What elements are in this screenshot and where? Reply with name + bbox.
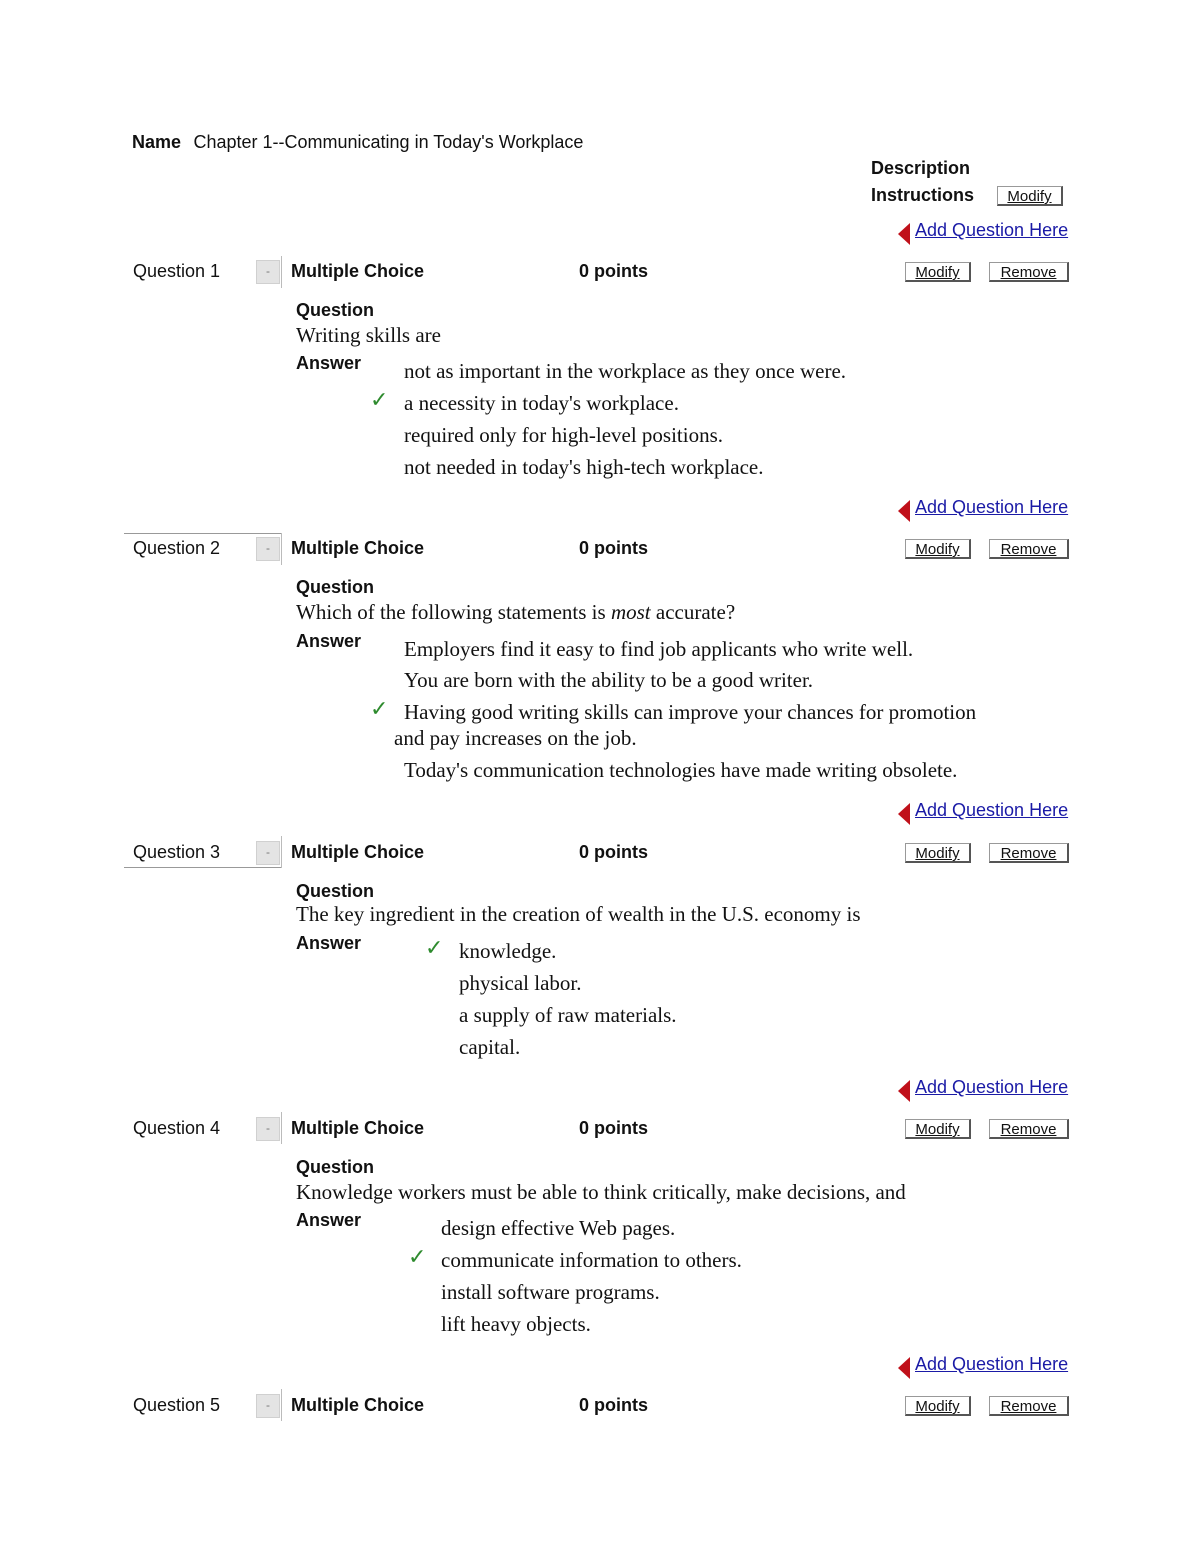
divider	[281, 836, 282, 868]
answer-option: required only for high-level positions.	[404, 423, 724, 447]
question-type: Multiple Choice	[291, 261, 425, 281]
collapse-toggle-button[interactable]: -	[256, 1117, 280, 1141]
answer-option: a supply of raw materials.	[459, 1003, 677, 1027]
collapse-toggle-button[interactable]: -	[256, 841, 280, 865]
modify-button[interactable]	[905, 1396, 971, 1416]
answer-option: physical labor.	[459, 971, 582, 995]
modify-button[interactable]	[905, 539, 971, 559]
question-text: Knowledge workers must be able to think critically, make decisions, and	[296, 1180, 906, 1204]
remove-button[interactable]	[989, 843, 1069, 863]
question-number: Question 3	[133, 842, 221, 862]
modify-label: Modify	[915, 264, 960, 281]
question-divider	[124, 533, 282, 534]
remove-label: Remove	[1000, 1398, 1057, 1415]
modify-button[interactable]	[905, 843, 971, 863]
question-points: 0 points	[579, 538, 649, 558]
question-points: 0 points	[579, 1395, 649, 1415]
question-points: 0 points	[579, 842, 649, 862]
collapse-toggle-button[interactable]: -	[256, 260, 280, 284]
answer-heading: Answer	[296, 1210, 362, 1230]
question-number: Question 4	[133, 1118, 221, 1138]
question-points: 0 points	[579, 261, 649, 281]
remove-button[interactable]	[989, 539, 1069, 559]
add-question-link[interactable]: Add Question Here	[915, 800, 1069, 820]
answer-option: Today's communication technologies have made writing obsolete.	[404, 758, 958, 782]
divider	[281, 1112, 282, 1144]
question-number: Question 5	[133, 1395, 221, 1415]
answer-option-correct: Having good writing skills can improve your chances for promotion	[404, 700, 977, 724]
answer-option-correct: communicate information to others.	[441, 1248, 742, 1272]
question-text-part: accurate?	[650, 600, 736, 624]
answer-heading: Answer	[296, 631, 362, 651]
remove-label: Remove	[1000, 264, 1057, 281]
modify-button[interactable]	[905, 1119, 971, 1139]
name-label: Name	[132, 132, 182, 152]
modify-label: Modify	[915, 845, 960, 862]
add-question-arrow-icon	[898, 1080, 910, 1102]
check-icon: ✓	[370, 388, 389, 413]
test-name-row	[132, 132, 583, 153]
instructions-label: Instructions	[871, 185, 975, 205]
add-question-link[interactable]: Add Question Here	[915, 1077, 1069, 1097]
add-question-arrow-icon	[898, 500, 910, 522]
modify-label: Modify	[915, 1121, 960, 1138]
question-heading: Question	[296, 300, 375, 320]
divider	[281, 256, 282, 288]
answer-option: lift heavy objects.	[441, 1312, 591, 1336]
check-icon: ✓	[370, 697, 389, 722]
add-question-arrow-icon	[898, 1357, 910, 1379]
answer-option: capital.	[459, 1035, 521, 1059]
add-question-arrow-icon	[898, 223, 910, 245]
modify-instructions-button[interactable]	[997, 186, 1063, 206]
question-points: 0 points	[579, 1118, 649, 1138]
question-heading: Question	[296, 881, 375, 901]
remove-button[interactable]	[989, 1119, 1069, 1139]
question-divider	[124, 867, 282, 868]
question-type: Multiple Choice	[291, 1395, 425, 1415]
modify-button[interactable]	[905, 262, 971, 282]
add-question-link[interactable]: Add Question Here	[915, 497, 1069, 517]
remove-label: Remove	[1000, 845, 1057, 862]
answer-option: You are born with the ability to be a good writer.	[404, 668, 814, 692]
modify-label: Modify	[915, 1398, 960, 1415]
remove-button[interactable]	[989, 262, 1069, 282]
answer-option: not as important in the workplace as they once were.	[404, 359, 847, 383]
answer-option-correct: knowledge.	[459, 939, 557, 963]
test-name: Chapter 1--Communicating in Today's Workplace	[193, 132, 584, 152]
answer-option: design effective Web pages.	[441, 1216, 676, 1240]
question-type: Multiple Choice	[291, 842, 425, 862]
answer-option: Employers find it easy to find job applicants who write well.	[404, 637, 914, 661]
answer-option: not needed in today's high-tech workplace.	[404, 455, 764, 479]
collapse-toggle-button[interactable]: -	[256, 537, 280, 561]
question-text-part: Which of the following statements is	[296, 600, 611, 624]
question-heading: Question	[296, 577, 375, 597]
check-icon: ✓	[425, 936, 444, 961]
divider	[281, 1389, 282, 1421]
modify-label: Modify	[915, 541, 960, 558]
question-text	[296, 600, 735, 625]
question-text: The key ingredient in the creation of wealth in the U.S. economy is	[296, 902, 861, 926]
answer-option-continuation: and pay increases on the job.	[394, 726, 637, 750]
answer-option: install software programs.	[441, 1280, 660, 1304]
description-label: Description	[871, 158, 971, 178]
question-type: Multiple Choice	[291, 538, 425, 558]
question-text-emphasis: most	[610, 600, 651, 624]
add-question-link[interactable]: Add Question Here	[915, 1354, 1069, 1374]
divider	[281, 533, 282, 565]
question-text: Writing skills are	[296, 323, 441, 347]
answer-option-correct: a necessity in today's workplace.	[404, 391, 679, 415]
collapse-toggle-button[interactable]: -	[256, 1394, 280, 1418]
add-question-arrow-icon	[898, 803, 910, 825]
question-type: Multiple Choice	[291, 1118, 425, 1138]
question-number: Question 1	[133, 261, 221, 281]
question-heading: Question	[296, 1157, 375, 1177]
remove-button[interactable]	[989, 1396, 1069, 1416]
check-icon: ✓	[408, 1245, 427, 1270]
question-number: Question 2	[133, 538, 221, 558]
modify-instructions-label: Modify	[1007, 188, 1052, 205]
answer-heading: Answer	[296, 933, 362, 953]
answer-heading: Answer	[296, 353, 362, 373]
remove-label: Remove	[1000, 541, 1057, 558]
add-question-link[interactable]: Add Question Here	[915, 220, 1069, 240]
remove-label: Remove	[1000, 1121, 1057, 1138]
